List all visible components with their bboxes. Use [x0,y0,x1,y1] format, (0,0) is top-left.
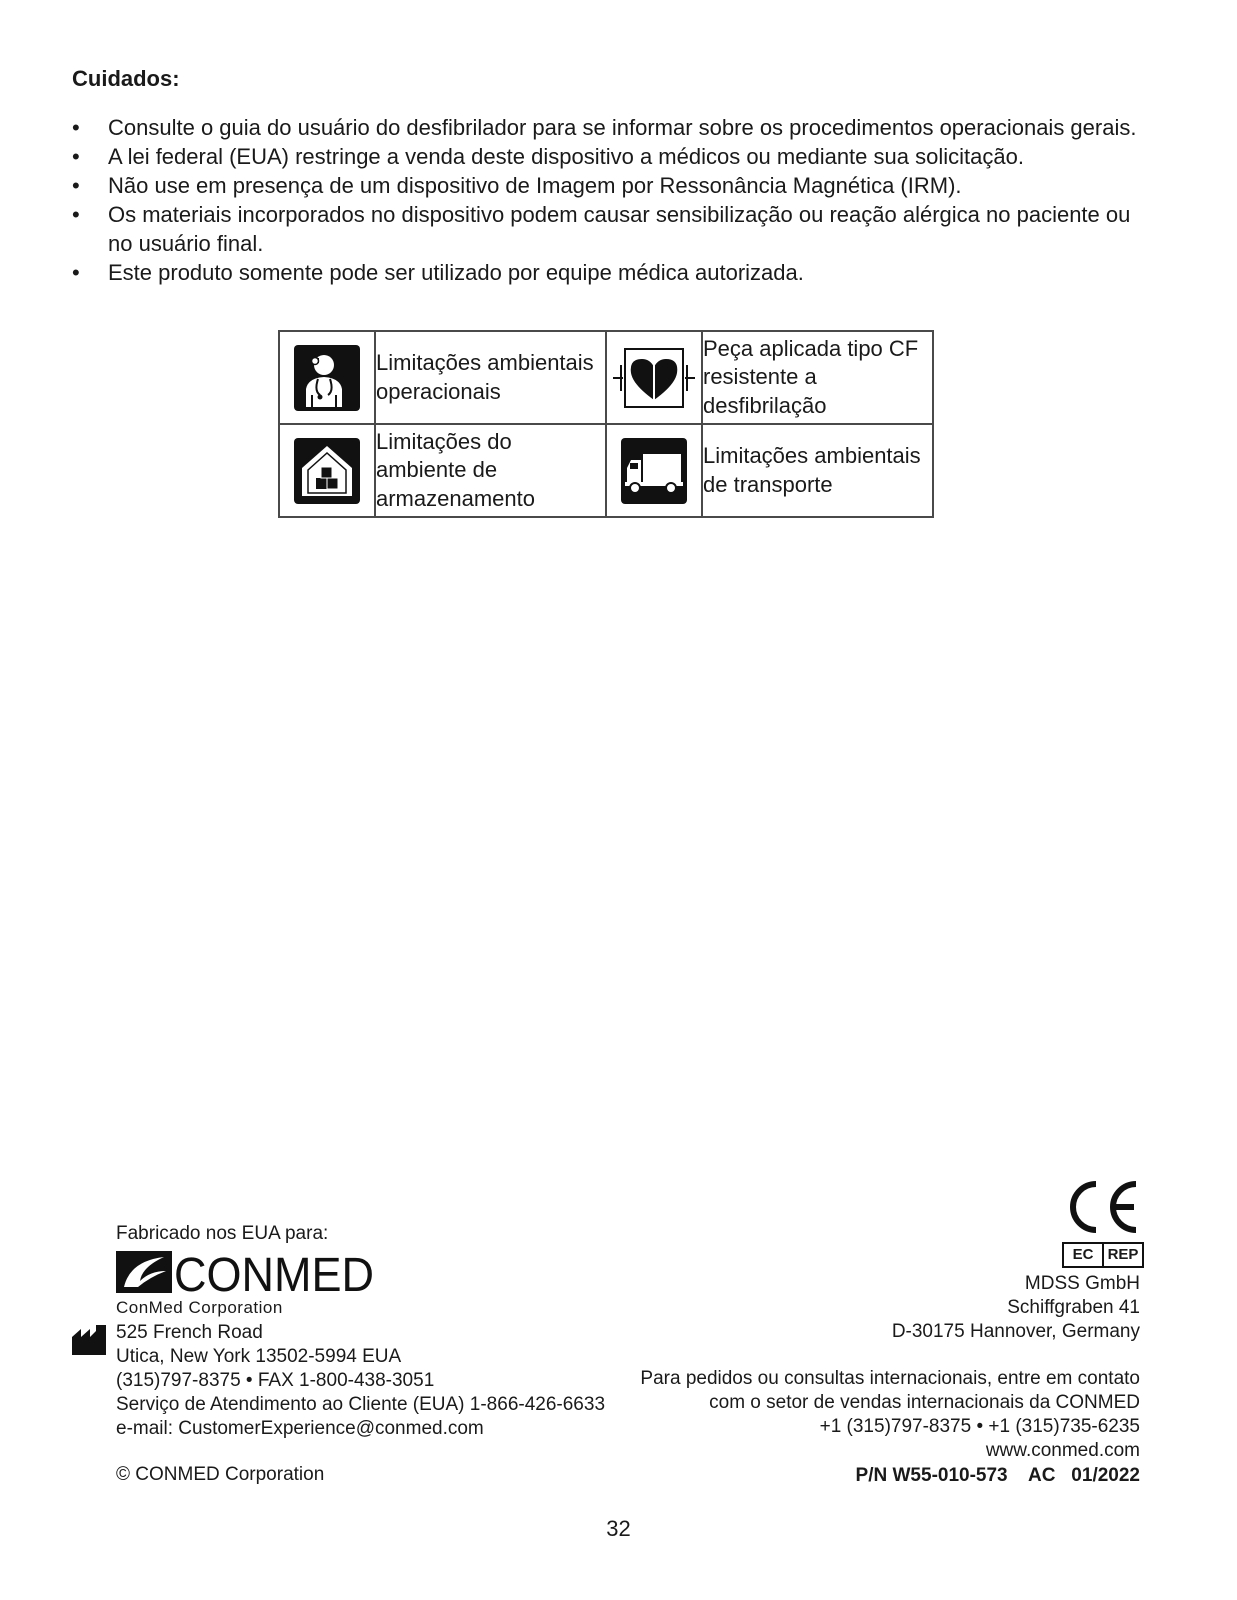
symbols-table [278,330,934,518]
corporation-name: ConMed Corporation [116,1298,283,1317]
bullet-glyph: • [72,260,80,285]
symbol-label: Limitações ambientais de transporte [702,424,933,517]
ec-rep-address [892,1272,1140,1344]
contact-line: Para pedidos ou consultas internacionais, entre em contato [640,1368,1140,1389]
phone-line: +1 (315)797-8375 • +1 (315)735-6235 [819,1416,1140,1437]
ec-rep-symbol [1062,1242,1144,1268]
manufacturer-address [116,1321,605,1441]
list-item: • Consulte o guia do usuário do desfibrilador para se informar sobre os procedimentos operacionais gerais. [72,115,1137,140]
email-line: e-mail: CustomerExperience@conmed.com [116,1418,484,1439]
address-line: MDSS GmbH [1024,1273,1140,1294]
truck-icon [621,438,687,504]
list-item: • A lei federal (EUA) restringe a venda deste dispositivo a médicos ou mediante sua solicitação. [72,144,1024,169]
conmed-logo [116,1247,376,1295]
table-cell [606,331,702,424]
manufactured-for-label: Fabricado nos EUA para: [116,1223,329,1244]
storage-house-icon [294,438,360,504]
international-contact [640,1367,1140,1463]
page-number: 32 [606,1516,631,1541]
phone-fax-line: (315)797-8375 • FAX 1-800-438-3051 [116,1370,435,1391]
manufacturer-factory-icon [72,1325,106,1355]
table-cell [606,424,702,517]
list-item: • Este produto somente pode ser utilizado por equipe médica autorizada. [72,260,804,285]
bullet-glyph: • [72,144,80,169]
bullet-glyph: • [72,173,80,198]
customer-service-line: Serviço de Atendimento ao Cliente (EUA) 1-866-426-6633 [116,1394,606,1415]
ec-label: EC [1064,1244,1104,1266]
table-row [279,331,933,424]
part-number: P/N W55-010-573 AC 01/2022 [855,1465,1140,1486]
contact-line: com o setor de vendas internacionais da CONMED [709,1392,1140,1413]
logo-text: CONMED [174,1249,374,1295]
bullet-glyph: • [72,115,80,140]
website-link[interactable]: www.conmed.com [985,1440,1140,1461]
ce-mark-icon [1066,1180,1140,1234]
list-item: • Não use em presença de um dispositivo de Imagem por Ressonância Magnética (IRM). [72,173,962,198]
copyright-text: © CONMED Corporation [116,1464,325,1485]
list-item: • Os materiais incorporados no dispositivo podem causar sensibilização ou reação alérgica no paciente ou no usuário final. [72,202,1131,256]
section-heading: Cuidados: [72,66,180,91]
table-cell [279,331,375,424]
address-line: 525 French Road [116,1322,263,1343]
table-row [279,424,933,517]
table-cell [279,424,375,517]
bullet-glyph: • [72,202,80,227]
cf-heart-defib-icon [611,347,697,409]
address-line: D-30175 Hannover, Germany [891,1321,1140,1342]
symbol-label: Peça aplicada tipo CF resistente a desfibrilação [702,331,933,424]
symbol-label: Limitações ambientais operacionais [375,331,606,424]
symbol-label: Limitações do ambiente de armazenamento [375,424,606,517]
doctor-icon [294,345,360,411]
address-line: Utica, New York 13502-5994 EUA [116,1346,402,1367]
cautions-list [72,113,1152,287]
rep-label: REP [1107,1246,1139,1263]
address-line: Schiffgraben 41 [1007,1297,1140,1318]
